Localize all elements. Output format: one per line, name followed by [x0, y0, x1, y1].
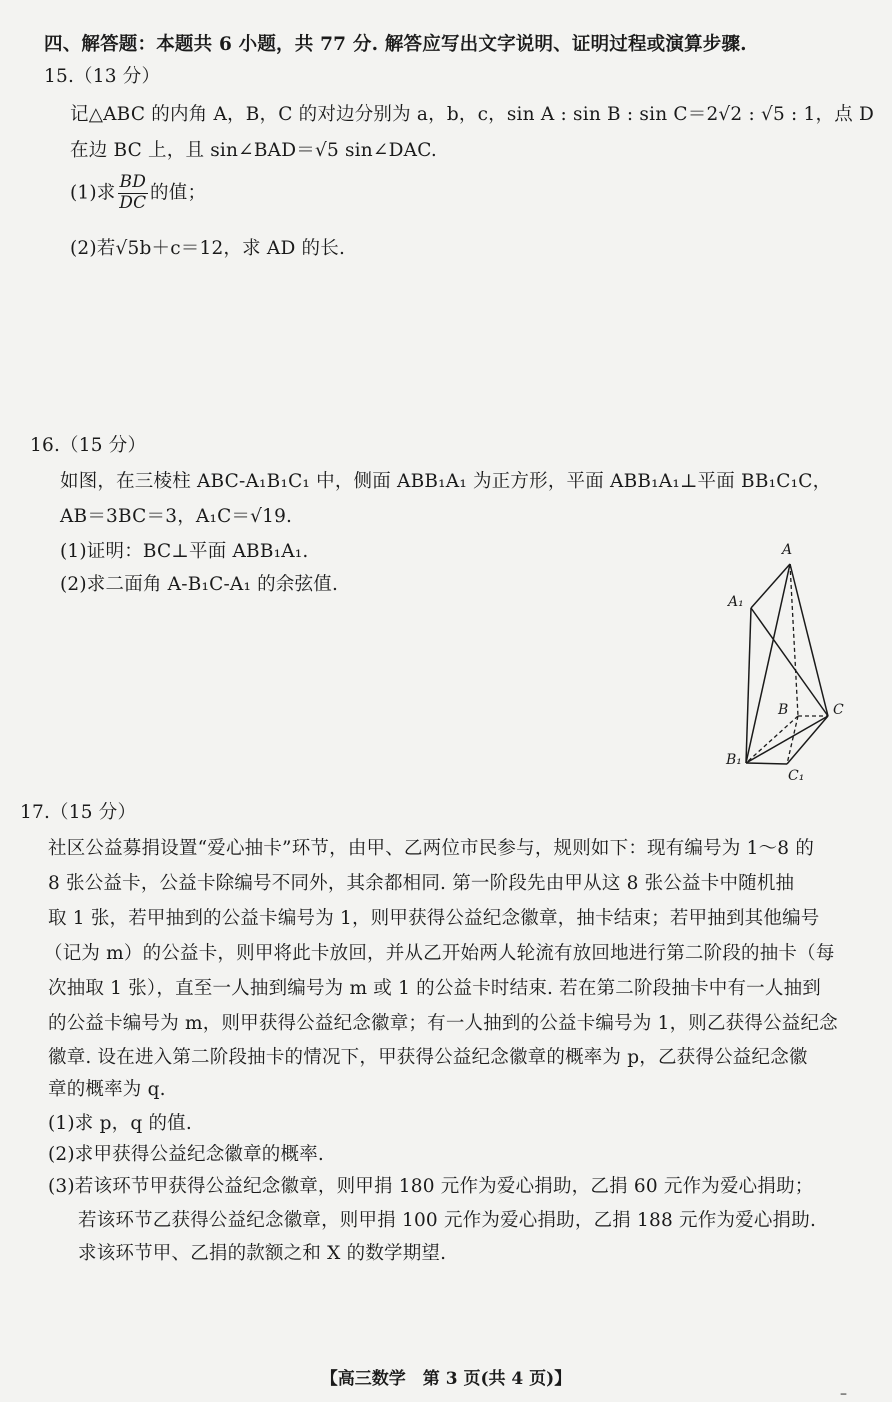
corner-mark: –: [840, 1386, 847, 1402]
hidden-edge-A-B: [790, 564, 798, 716]
q15-line2: 在边 BC 上，且 sin∠BAD＝√5 sin∠DAC.: [70, 140, 437, 161]
q17-number: 17.（15 分）: [20, 802, 137, 823]
edge-A-C: [790, 564, 828, 716]
label-A1: A₁: [728, 594, 744, 610]
q15-fraction: [118, 174, 149, 213]
fraction-denominator: DC: [119, 192, 147, 213]
q15-line1: 记△ABC 的内角 A，B，C 的对边分别为 a，b，c，sin A : sin B : sin C＝2√2 : √5 : 1，点 D: [70, 104, 875, 125]
q17-line-5: 的公益卡编号为 m，则甲获得公益纪念徽章；有一人抽到的公益卡编号为 1，则乙获得公益纪念: [48, 1013, 838, 1034]
edge-A1-C: [751, 608, 828, 716]
page-footer: 【高三数学 第 3 页(共 4 页)】: [320, 1369, 572, 1389]
q15-part2: (2)若√5b＋c＝12，求 AD 的长.: [70, 238, 346, 259]
label-C1: C₁: [788, 768, 805, 784]
q16-part1: (1)证明：BC⊥平面 ABB₁A₁.: [60, 541, 309, 562]
q17-line-0: 社区公益募捐设置“爱心抽卡”环节，由甲、乙两位市民参与，规则如下：现有编号为 1～8 的: [48, 838, 815, 859]
fraction-numerator: BD: [119, 172, 147, 192]
q15-number: 15.（13 分）: [44, 66, 161, 87]
label-B1: B₁: [726, 752, 742, 768]
label-A: A: [782, 542, 793, 558]
q17-part3-line2: 求该环节甲、乙捐的款额之和 X 的数学期望.: [78, 1243, 447, 1264]
prism-figure: [720, 538, 852, 786]
q17-part2: (2)求甲获得公益纪念徽章的概率.: [48, 1144, 324, 1165]
section-header: 四、解答题：本题共 6 小题，共 77 分. 解答应写出文字说明、证明过程或演算步骤.: [44, 34, 747, 55]
edge-B1-C1: [746, 763, 787, 764]
q17-part1: (1)求 p，q 的值.: [48, 1113, 192, 1134]
q16-line2: AB＝3BC＝3，A₁C＝√19.: [60, 506, 293, 527]
q17-part3-line0: (3)若该环节甲获得公益纪念徽章，则甲捐 180 元作为爱心捐助，乙捐 60 元作为爱心捐助；: [48, 1176, 814, 1197]
hidden-edge-B-B1: [746, 716, 798, 763]
label-B: B: [778, 702, 789, 718]
edge-A-A1: [751, 564, 790, 608]
q17-part3-line1: 若该环节乙获得公益纪念徽章，则甲捐 100 元作为爱心捐助，乙捐 188 元作为爱心捐助.: [78, 1210, 817, 1231]
q17-line-1: 8 张公益卡，公益卡除编号不同外，其余都相同. 第一阶段先由甲从这 8 张公益卡中随机抽: [48, 873, 795, 894]
q16-line1: 如图，在三棱柱 ABC-A₁B₁C₁ 中，侧面 ABB₁A₁ 为正方形，平面 ABB₁A₁⊥平面 BB₁C₁C，: [60, 471, 832, 492]
q16-part2: (2)求二面角 A-B₁C-A₁ 的余弦值.: [60, 574, 339, 595]
q15-part1-prefix: (1)求: [70, 182, 116, 204]
q17-line-7: 章的概率为 q.: [48, 1079, 166, 1100]
q17-line-4: 次抽取 1 张），直至一人抽到编号为 m 或 1 的公益卡时结束. 若在第二阶段抽卡中有一人抽到: [48, 978, 821, 999]
edge-B1-C: [746, 716, 828, 763]
label-C: C: [833, 702, 844, 718]
q15-part1-suffix: 的值；: [150, 182, 207, 204]
q17-line-3: （记为 m）的公益卡，则甲将此卡放回，并从乙开始两人轮流有放回地进行第二阶段的抽卡（每: [44, 943, 835, 964]
q16-number: 16.（15 分）: [30, 435, 147, 456]
edge-A1-B1: [746, 608, 751, 763]
q17-line-2: 取 1 张，若甲抽到的公益卡编号为 1，则甲获得公益纪念徽章，抽卡结束；若甲抽到其他编号: [48, 908, 820, 929]
q15-part1: [70, 174, 206, 213]
edge-A-B1: [746, 564, 790, 763]
q17-line-6: 徽章. 设在进入第二阶段抽卡的情况下，甲获得公益纪念徽章的概率为 p，乙获得公益纪念徽: [48, 1047, 808, 1068]
